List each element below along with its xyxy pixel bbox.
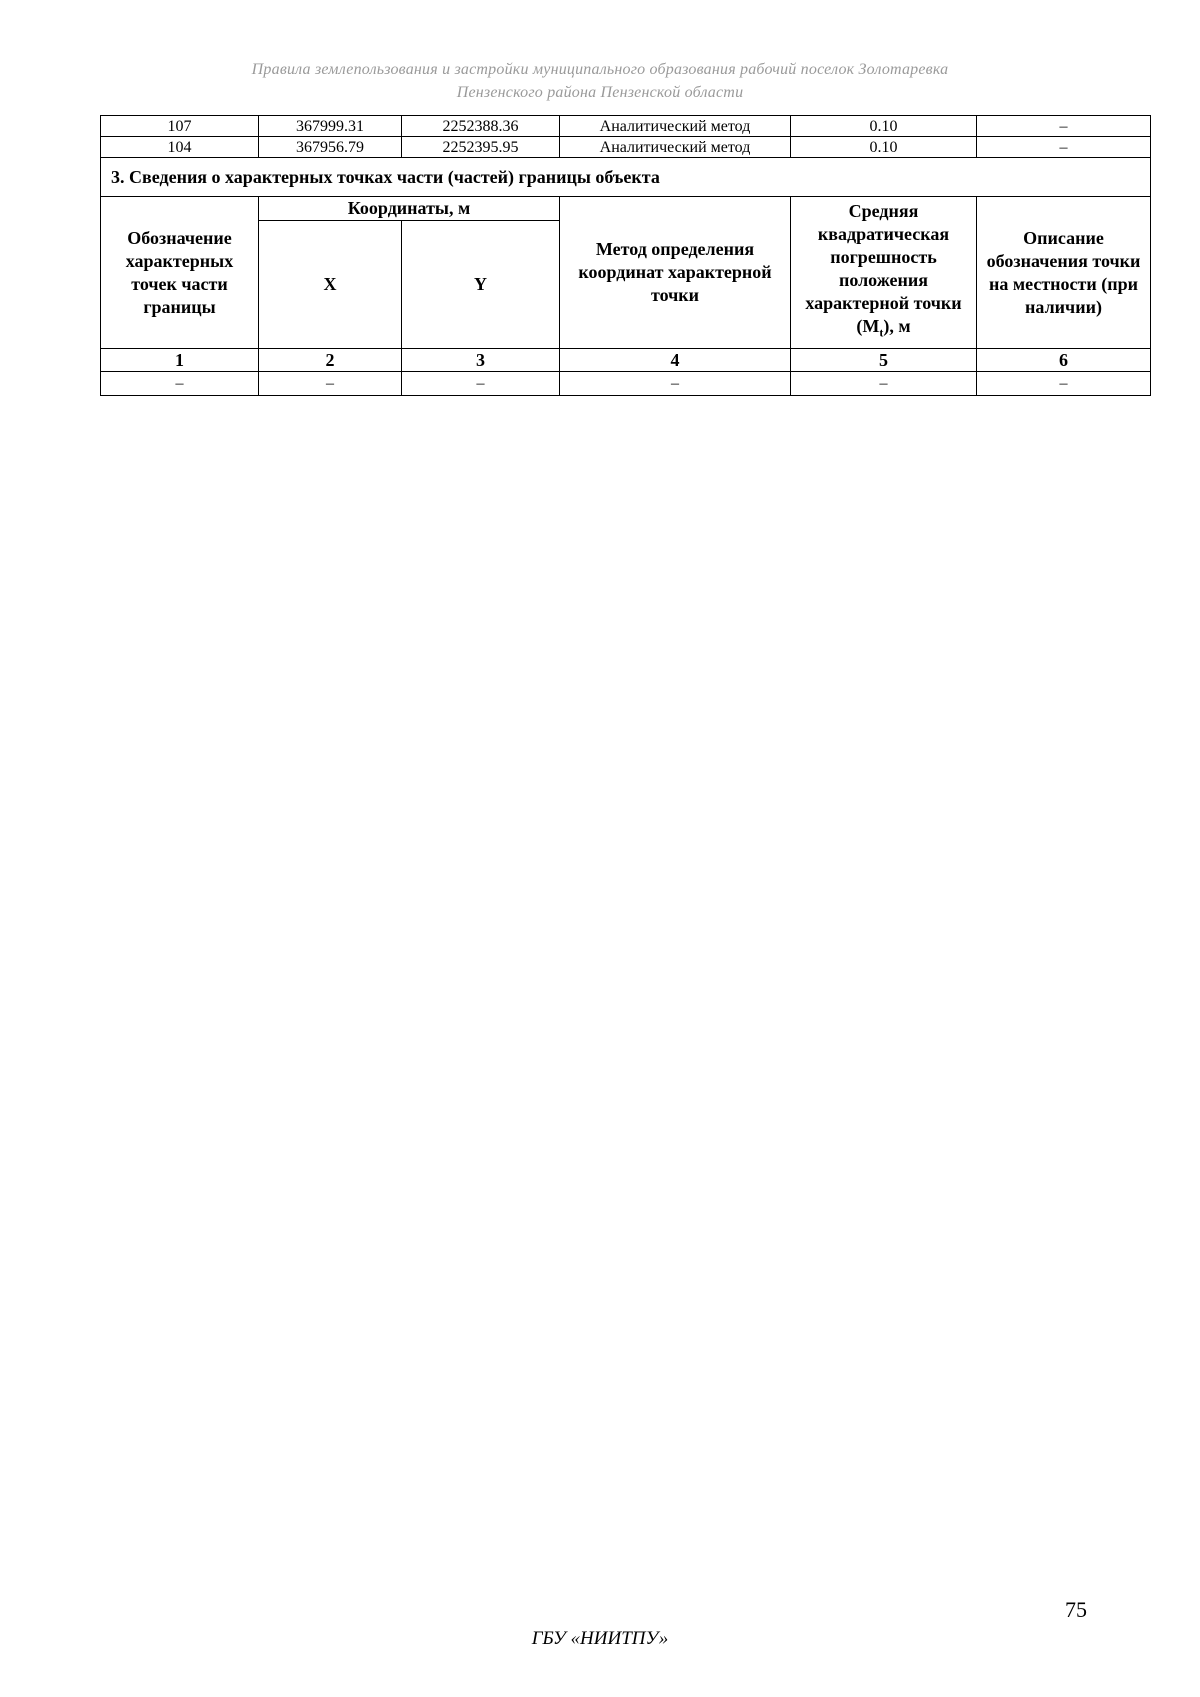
column-number: 1 (101, 349, 259, 372)
description-cell: – (977, 372, 1151, 396)
table-row (101, 137, 1151, 158)
column-number: 4 (560, 349, 791, 372)
header-coordinates: Координаты, м (259, 197, 560, 221)
section-title-row (101, 158, 1151, 197)
error-cell: – (791, 372, 977, 396)
x-cell: 367956.79 (259, 137, 402, 158)
page-footer: ГБУ «НИИТПУ» (531, 1628, 669, 1649)
column-number: 6 (977, 349, 1151, 372)
x-cell: 367999.31 (259, 116, 402, 137)
description-cell: – (977, 137, 1151, 158)
point-cell: 104 (101, 137, 259, 158)
description-cell: – (977, 116, 1151, 137)
method-cell: – (560, 372, 791, 396)
header-mean-error-unit: ), м (883, 316, 911, 337)
header-line-1: Правила землепользования и застройки муниципального образования рабочий поселок Золотаревка (251, 61, 949, 78)
column-numbers-row (101, 349, 1151, 372)
header-mean-error (791, 197, 977, 349)
point-cell: 107 (101, 116, 259, 137)
method-cell: Аналитический метод (560, 116, 791, 137)
error-cell: 0.10 (791, 116, 977, 137)
column-number: 3 (402, 349, 560, 372)
y-cell: 2252395.95 (402, 137, 560, 158)
table-row (101, 372, 1151, 396)
header-point-designation: Обозначение характерных точек части границы (101, 197, 259, 349)
page-number: 75 (1065, 1597, 1087, 1622)
y-cell: 2252388.36 (402, 116, 560, 137)
header-line-2: Пензенского района Пензенской области (456, 84, 744, 101)
header-method: Метод определения координат характерной точки (560, 197, 791, 349)
column-number: 5 (791, 349, 977, 372)
section-title: 3. Сведения о характерных точках части (частей) границы объекта (101, 158, 1151, 197)
x-cell: – (259, 372, 402, 396)
error-cell: 0.10 (791, 137, 977, 158)
y-cell: – (402, 372, 560, 396)
column-number: 2 (259, 349, 402, 372)
header-description: Описание обозначения точки на местности (при наличии) (977, 197, 1151, 349)
point-cell: – (101, 372, 259, 396)
header-mean-error-text: Средняя квадратическая погрешность положения характерной точки (M (805, 201, 962, 337)
header-y: Y (402, 221, 560, 349)
header-mean-error-subscript: t (879, 325, 884, 340)
header-row (101, 197, 1151, 221)
coordinates-table (100, 115, 1151, 396)
table-row (101, 116, 1151, 137)
method-cell: Аналитический метод (560, 137, 791, 158)
header-x: X (259, 221, 402, 349)
page-header (150, 58, 1050, 104)
